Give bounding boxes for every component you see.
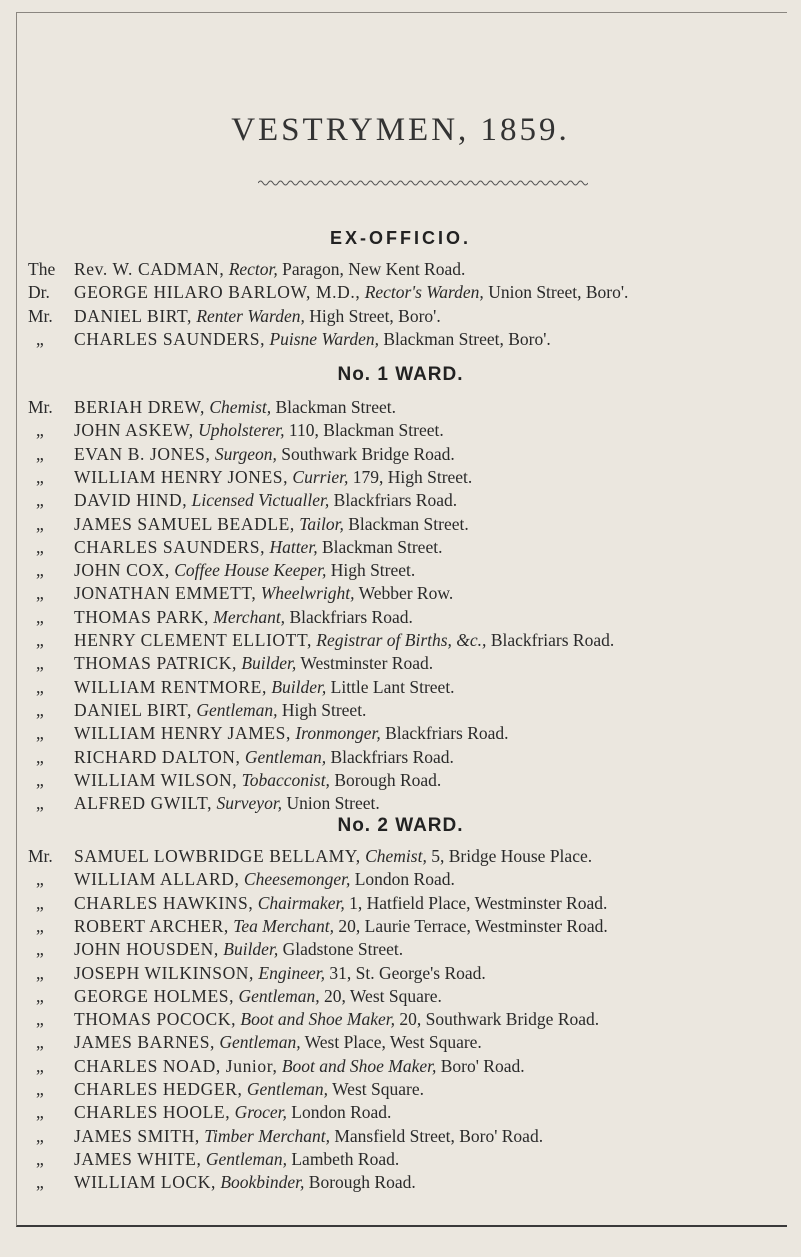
address: Blackman Street. [275,397,397,417]
roster-row [28,768,441,792]
row-prefix: „ [36,536,44,557]
occupation: Tailor, [299,513,344,534]
address: Southwark Bridge Road. [281,443,455,464]
person-name: THOMAS PATRICK, [74,653,237,674]
person-name: JAMES WHITE, [74,1148,202,1169]
person-name: CHARLES HAWKINS, [74,892,254,913]
row-prefix: „ [36,466,44,487]
roster-row [28,1124,543,1148]
address: Blackfriars Road. [289,606,413,627]
occupation: Tobacconist, [241,769,330,790]
occupation: Surgeon, [214,443,277,464]
person-name: JOHN HOUSDEN, [74,939,219,960]
address: Gladstone Street. [282,939,404,960]
roster-row [28,675,455,699]
occupation: Chemist, [209,397,272,417]
address: 31, St. George's Road. [329,962,486,983]
row-prefix: „ [36,869,44,890]
roster-row [28,651,433,675]
address: 20, Laurie Terrace, Westminster Road. [338,915,608,936]
occupation: Gentleman, [238,985,320,1006]
address: Blackfriars Road. [490,630,615,650]
person-name: EVAN B. JONES, [74,443,211,464]
roster-row [28,867,455,891]
roster-row [28,605,413,629]
person-name: WILLIAM LOCK, [74,1172,216,1193]
row-prefix: „ [36,328,44,349]
person-name: WILLIAM WILSON, [74,769,238,790]
person-name: DANIEL BIRT, [74,699,192,720]
person-name: THOMAS PARK, [74,606,209,627]
person-name: RICHARD DALTON, [74,746,241,767]
roster-row [28,891,607,915]
person-name: WILLIAM RENTMORE, [74,676,267,697]
row-prefix: „ [36,699,44,720]
address: London Road. [291,1102,392,1123]
roster-row [28,745,454,769]
row-prefix: Dr. [28,282,50,303]
row-prefix: „ [36,1172,44,1193]
roster-row [28,984,442,1008]
row-prefix: „ [36,1079,44,1099]
person-name: DAVID HIND, [74,490,188,511]
occupation: Renter Warden, [196,305,305,326]
occupation: Gentleman, [205,1148,287,1169]
occupation: Gentleman, [246,1079,328,1099]
row-prefix: „ [36,653,44,674]
roster-row [28,844,592,868]
address: Blackfriars Road. [333,490,458,511]
row-prefix: „ [36,676,44,697]
roster-row [28,628,614,652]
address: 5, Bridge House Place. [431,846,593,866]
roster-row [28,442,455,466]
address: Webber Row. [358,583,454,604]
row-prefix: „ [36,630,44,650]
occupation: Surveyor, [216,793,283,814]
roster-row [28,1100,391,1124]
row-prefix: „ [36,583,44,604]
person-name: Rev. W. CADMAN, [74,259,225,279]
occupation: Rector, [228,259,278,279]
address: Union Street. [286,793,380,814]
row-prefix: „ [36,1148,44,1169]
address: 110, Blackman Street. [288,420,444,441]
person-name: ROBERT ARCHER, [74,915,229,936]
address: West Place, West Square. [304,1032,482,1053]
occupation: Builder, [241,653,297,674]
row-prefix: „ [36,939,44,960]
person-name: JOSEPH WILKINSON, [74,962,255,983]
address: 20, West Square. [324,985,442,1006]
roster-row [28,1007,599,1031]
row-prefix: „ [36,1125,44,1146]
occupation: Engineer, [258,962,325,983]
address: Blackfriars Road. [385,723,509,744]
roster-row [28,395,396,419]
person-name: JAMES BARNES, [74,1032,216,1053]
roster-row [28,327,551,351]
occupation: Tea Merchant, [233,915,334,936]
row-prefix: „ [36,513,44,534]
person-name: CHARLES HOOLE, [74,1102,231,1123]
address: Boro' Road. [440,1055,525,1076]
person-name: CHARLES SAUNDERS, [74,328,266,349]
person-name: GEORGE HILARO BARLOW, M.D., [74,282,361,303]
roster-row [28,418,444,442]
address: Borough Road. [308,1172,416,1193]
roster-row [28,257,465,281]
roster-row [28,304,441,328]
occupation: Registrar of Births, &c., [316,630,487,650]
roster-row [28,535,442,559]
roster-row [28,1170,416,1194]
person-name: HENRY CLEMENT ELLIOTT, [74,630,312,650]
row-prefix: „ [36,1009,44,1030]
person-name: GEORGE HOLMES, [74,985,235,1006]
occupation: Hatter, [269,536,318,557]
address: Westminster Road. [300,653,434,674]
row-prefix: „ [36,606,44,627]
roster-row [28,280,628,304]
roster-row [28,512,469,536]
occupation: Chairmaker, [257,892,345,913]
address: Blackman Street. [321,536,443,557]
person-name: CHARLES SAUNDERS, [74,536,266,557]
occupation: Bookbinder, [220,1172,305,1193]
occupation: Wheelwright, [260,583,355,604]
occupation: Cheesemonger, [243,869,351,890]
occupation: Builder, [271,676,327,697]
person-name: DANIEL BIRT, [74,305,192,326]
row-prefix: „ [36,1102,44,1123]
roster-row [28,1030,482,1054]
address: 1, Hatfield Place, Westminster Road. [349,892,608,913]
person-name: WILLIAM ALLARD, [74,869,240,890]
occupation: Gentleman, [219,1032,301,1053]
person-name: JONATHAN EMMETT, [74,583,257,604]
person-name: JOHN ASKEW, [74,420,194,441]
roster-row [28,1147,399,1171]
address: 20, Southwark Bridge Road. [399,1009,600,1030]
roster-row [28,721,509,745]
row-prefix: Mr. [28,846,53,866]
row-prefix: „ [36,769,44,790]
occupation: Ironmonger, [295,723,381,744]
row-prefix: „ [36,420,44,441]
occupation: Upholsterer, [198,420,285,441]
person-name: CHARLES HEDGER, [74,1079,243,1099]
person-name: JAMES SMITH, [74,1125,200,1146]
ward2-heading: No. 2 WARD. [337,815,464,836]
occupation: Chemist, [365,846,427,866]
row-prefix: „ [36,723,44,744]
occupation: Builder, [223,939,279,960]
occupation: Gentleman, [196,699,278,720]
row-prefix: „ [36,443,44,464]
address: Blackman Street. [348,513,469,534]
roster-row [28,558,415,582]
row-prefix: „ [36,1055,44,1076]
address: Blackman Street, Boro'. [383,328,551,349]
roster-row [28,581,453,605]
roster-row [28,791,380,815]
occupation: Boot and Shoe Maker, [240,1009,395,1030]
occupation: Rector's Warden, [364,282,484,303]
page-title: VESTRYMEN, 1859. [231,112,570,148]
occupation: Currier, [292,466,349,487]
address: Borough Road. [334,769,442,790]
person-name: JAMES SAMUEL BEADLE, [74,513,295,534]
occupation: Timber Merchant, [204,1125,330,1146]
row-prefix: The [28,259,56,279]
person-name: ALFRED GWILT, [74,793,213,814]
address: Blackfriars Road. [330,746,454,767]
roster-row [28,937,403,961]
person-name: WILLIAM HENRY JAMES, [74,723,291,744]
occupation: Licensed Victualler, [191,490,330,511]
person-name: WILLIAM HENRY JONES, [74,466,289,487]
roster-row [28,698,366,722]
person-name: BERIAH DREW, [74,397,205,417]
roster-row [28,1077,424,1101]
address: Little Lant Street. [330,676,455,697]
occupation: Boot and Shoe Maker, [281,1055,437,1076]
roster-row [28,465,472,489]
address: Lambeth Road. [291,1148,400,1169]
wavy-divider [258,178,588,188]
row-prefix: „ [36,1032,44,1053]
row-prefix: „ [36,560,44,581]
row-prefix: Mr. [28,305,53,326]
address: High Street. [281,699,367,720]
row-prefix: „ [36,793,44,814]
row-prefix: „ [36,892,44,913]
occupation: Grocer, [234,1102,287,1123]
row-prefix: „ [36,746,44,767]
address: High Street, Boro'. [309,305,441,326]
occupation: Gentleman, [244,746,327,767]
row-prefix: „ [36,962,44,983]
roster-row [28,488,457,512]
occupation: Merchant, [213,606,286,627]
ex-officio-heading: EX-OFFICIO. [330,228,471,248]
roster-row [28,961,486,985]
person-name: THOMAS POCOCK, [74,1009,237,1030]
person-name: CHARLES NOAD, Junior, [74,1055,278,1076]
address: West Square. [332,1079,424,1099]
occupation: Coffee House Keeper, [174,560,327,581]
roster-row [28,1054,525,1078]
address: London Road. [354,869,455,890]
person-name: SAMUEL LOWBRIDGE BELLAMY, [74,846,361,866]
occupation: Puisne Warden, [269,328,379,349]
person-name: JOHN COX, [74,560,170,581]
address: 179, High Street. [352,466,473,487]
row-prefix: „ [36,915,44,936]
roster-row [28,914,608,938]
row-prefix: Mr. [28,397,53,417]
address: Paragon, New Kent Road. [282,259,466,279]
address: Union Street, Boro'. [488,282,629,303]
ward1-heading: No. 1 WARD. [337,364,464,385]
row-prefix: „ [36,490,44,511]
address: Mansfield Street, Boro' Road. [334,1125,544,1146]
row-prefix: „ [36,985,44,1006]
address: High Street. [330,560,416,581]
